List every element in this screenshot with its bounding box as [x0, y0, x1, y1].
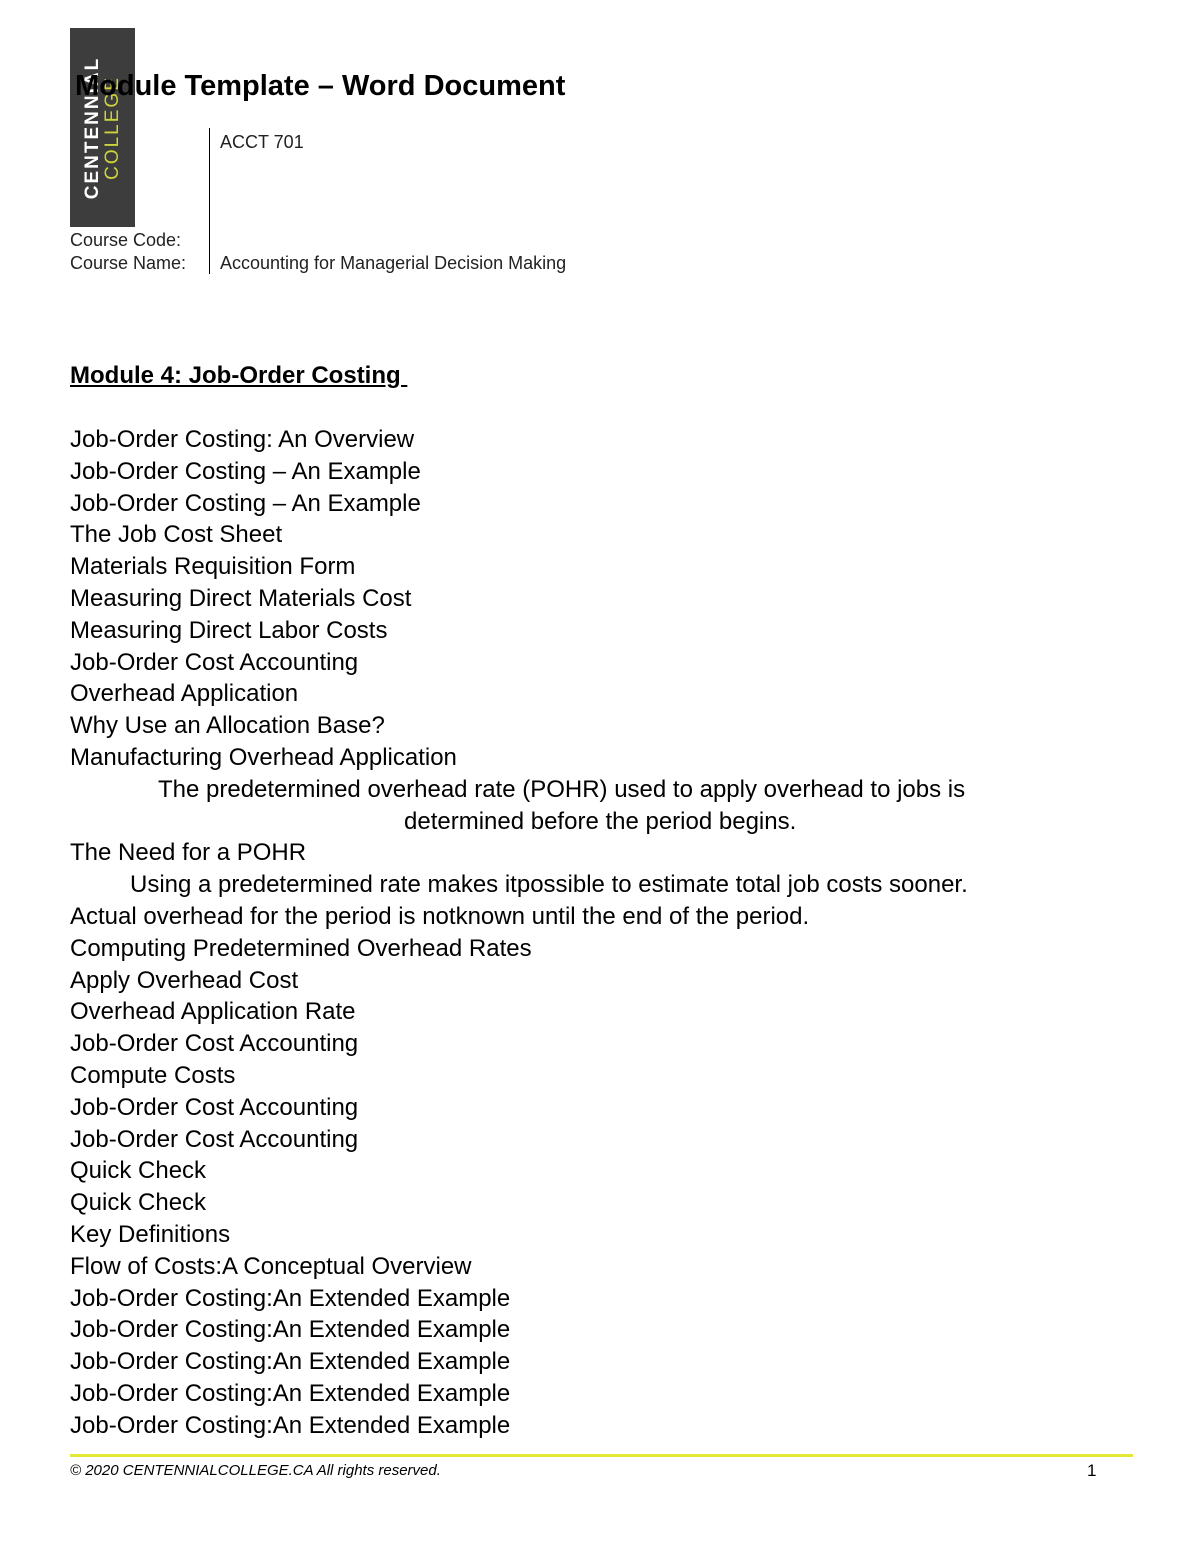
topic-item: Job-Order Costing: An Overview [70, 426, 415, 453]
topic-item: Job-Order Cost Accounting [70, 1093, 359, 1121]
topic-item: Job-Order Costing:An Extended Example [70, 1379, 511, 1407]
topic-item: Job-Order Cost Accounting [70, 648, 359, 676]
topic-item: Overhead Application Rate [70, 998, 356, 1026]
topic-item: Quick Check [70, 1157, 207, 1185]
topic-subtext: Using a predetermined rate makes itpossible to estimate total job costs sooner. [130, 871, 968, 899]
topic-item: Computing Predetermined Overhead Rates [70, 934, 532, 962]
topic-item: Compute Costs [70, 1061, 236, 1089]
topic-item: Job-Order Costing:An Extended Example [70, 1284, 511, 1312]
topic-item: Job-Order Costing – An Example [70, 489, 421, 517]
topic-item: Apply Overhead Cost [70, 966, 299, 994]
topic-list [70, 424, 1130, 1442]
topic-item: Measuring Direct Materials Cost [70, 584, 412, 612]
topic-item: Why Use an Allocation Base? [70, 712, 385, 740]
topic-item: Key Definitions [70, 1220, 231, 1248]
document-title: Module Template – Word Document [75, 70, 566, 102]
module-heading: Module 4: Job-Order Costing [70, 362, 408, 389]
course-code-value: ACCT 701 [220, 132, 304, 152]
topic-subtext: The predetermined overhead rate (POHR) used to apply overhead to jobs is [158, 775, 966, 803]
course-info-divider [209, 128, 210, 274]
topic-item: Flow of Costs:A Conceptual Overview [70, 1252, 472, 1280]
topic-item: Materials Requisition Form [70, 553, 356, 581]
topic-item: Job-Order Costing:An Extended Example [70, 1411, 511, 1439]
topic-item: Overhead Application [70, 680, 299, 708]
course-code-label: Course Code: [70, 230, 182, 250]
topic-item: Job-Order Costing – An Example [70, 457, 421, 485]
topic-item: Manufacturing Overhead Application [70, 743, 457, 771]
topic-item: Actual overhead for the period is notknown until the end of the period. [70, 902, 810, 930]
topic-item: The Job Cost Sheet [70, 521, 283, 549]
topic-item: The Need for a POHR [70, 839, 307, 867]
topic-item: Measuring Direct Labor Costs [70, 616, 388, 644]
topic-item: Quick Check [70, 1189, 207, 1217]
course-name-value: Accounting for Managerial Decision Making [220, 253, 567, 273]
logo-text-centennial: CENTENNIAL [81, 56, 103, 199]
logo-text-college: COLLEGE [101, 75, 123, 180]
topic-item: Job-Order Cost Accounting [70, 1125, 359, 1153]
topic-item: Job-Order Costing:An Extended Example [70, 1316, 511, 1344]
topic-item: Job-Order Costing:An Extended Example [70, 1348, 511, 1376]
topic-item: Job-Order Cost Accounting [70, 1030, 359, 1058]
page-number: 1 [1087, 1461, 1097, 1480]
course-name-label: Course Name: [70, 253, 187, 273]
footer-copyright: © 2020 CENTENNIALCOLLEGE.CA All rights reserved. [70, 1462, 441, 1479]
topic-subtext: determined before the period begins. [404, 807, 797, 835]
footer-divider [70, 1454, 1133, 1457]
centennial-college-logo [70, 28, 135, 227]
